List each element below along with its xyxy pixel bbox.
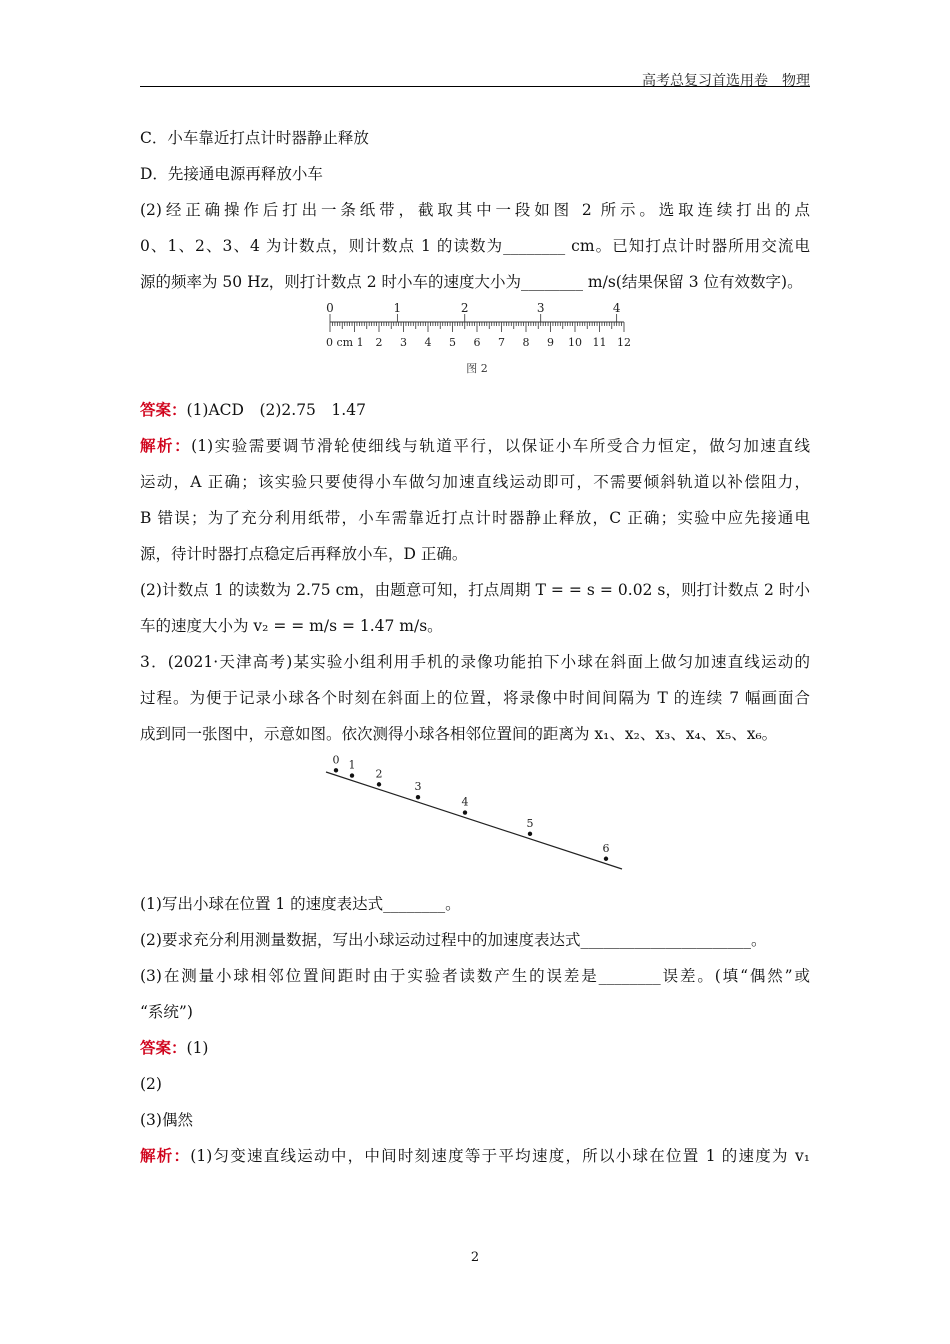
option-c: C．小车靠近打点计时器静止释放 (140, 129, 369, 147)
explanation-1-line-1: 解析：(1)实验需要调节滑轮使细线与轨道平行，以保证小车所受合力恒定，做匀加速直线 (140, 436, 810, 455)
ball-position-label: 2 (375, 767, 383, 781)
figure-2-caption: 图 2 (466, 362, 488, 375)
ball-position-label: 0 (332, 753, 340, 767)
question-3-sub-3-line-2: “系统”) (140, 1003, 193, 1021)
question-3-sub-3-line-1: (3)在测量小球相邻位置间距时由于实验者读数产生的误差是________误差。(填“偶然”或 (140, 967, 810, 985)
explanation-1-line-6: 车的速度大小为 v₂ = = m/s = 1.47 m/s。 (140, 617, 443, 635)
ball-position-label: 1 (348, 758, 356, 772)
explanation-2-label: 解析： (140, 1146, 191, 1165)
count-point-label: 4 (612, 301, 621, 315)
document-body (140, 120, 810, 1174)
explanation-1-line-3: B 错误；为了充分利用纸带，小车需靠近打点计时器静止释放，C 正确；实验中应先接通电 (140, 509, 810, 527)
ball-position (528, 832, 532, 836)
question-3-sub-1: (1)写出小球在位置 1 的速度表达式________。 (140, 895, 461, 913)
page-number: 2 (470, 1250, 480, 1265)
ruler-scale-label: 3 (400, 336, 407, 349)
answer-2-line-3: (3)偶然 (140, 1111, 193, 1129)
ball-position (377, 782, 381, 786)
header-title: 高考总复习首选用卷 物理 (642, 73, 810, 89)
answer-2-label: 答案： (140, 1038, 187, 1057)
explanation-1-line-4: 源，待计时器打点稳定后再释放小车，D 正确。 (140, 545, 468, 563)
count-point-label: 1 (393, 301, 402, 315)
ruler-scale-label: 10 (568, 336, 582, 349)
question-2-line-1: (2)经正确操作后打出一条纸带，截取其中一段如图 2 所示。选取连续打出的点 (140, 201, 810, 219)
answer-2-line-1: 答案：(1) (140, 1038, 209, 1057)
ball-position (416, 795, 420, 799)
question-3-sub-2: (2)要求充分利用测量数据，写出小球运动过程中的加速度表达式______________________。 (140, 931, 767, 949)
explanation-1-line-5: (2)计数点 1 的读数为 2.75 cm，由题意可知，打点周期 T = = s = 0.02 s，则打计数点 2 时小 (140, 581, 810, 599)
answer-2-line-2: (2) (140, 1075, 162, 1093)
explanation-2-line-1: 解析：(1)匀变速直线运动中，中间时刻速度等于平均速度，所以小球在位置 1 的速度为 v₁ (140, 1146, 810, 1165)
ball-position (463, 810, 467, 814)
ruler-scale-label: 11 (592, 336, 607, 349)
ball-position-label: 5 (526, 816, 534, 830)
ruler-scale-label: 5 (449, 336, 456, 349)
explanation-1-label: 解析： (140, 436, 192, 455)
option-d: D．先接通电源再释放小车 (140, 165, 323, 183)
question-3-line-1: 3．(2021·天津高考)某实验小组利用手机的录像功能拍下小球在斜面上做匀加速直线运动的 (140, 653, 810, 671)
question-2-line-3: 源的频率为 50 Hz，则打计数点 2 时小车的速度大小为________ m/s(结果保留 3 位有效数字)。 (140, 273, 803, 291)
question-2-line-2: 0、1、2、3、4 为计数点，则计数点 1 的读数为________ cm。已知打点计时器所用交流电 (140, 237, 810, 255)
figure-2-ruler (140, 300, 810, 392)
ruler-scale-label: 8 (522, 336, 530, 349)
answer-1-label: 答案： (140, 400, 187, 419)
answer-1-text: (1)ACD (2)2.75 1.47 (186, 401, 366, 419)
ruler-scale-label: 7 (498, 336, 505, 349)
ball-position (350, 773, 354, 777)
figure-3-incline (140, 752, 810, 886)
count-point-label: 2 (460, 301, 469, 315)
ruler-scale-label: 9 (547, 336, 554, 349)
ball-position (334, 768, 338, 772)
question-3-line-3: 成到同一张图中，示意如图。依次测得小球各相邻位置间的距离为 x₁、x₂、x₃、x₄、x₅、x₆。 (140, 725, 778, 743)
ruler-scale-label: 4 (424, 336, 432, 349)
ruler-scale-label: 2 (375, 336, 383, 349)
incline-line (326, 772, 622, 869)
ruler-scale-label: 6 (473, 336, 481, 349)
question-3-line-2: 过程。为便于记录小球各个时刻在斜面上的位置，将录像中时间间隔为 T 的连续 7 幅画面合 (140, 689, 810, 707)
answer-1 (140, 392, 810, 428)
count-point-label: 3 (536, 301, 545, 315)
ruler-scale-label: 12 (617, 336, 631, 349)
ruler-scale-label: 0 cm 1 (326, 336, 364, 349)
ball-position-label: 3 (414, 780, 422, 794)
ball-position (604, 857, 608, 861)
header-rule (140, 86, 810, 87)
explanation-1-line-2: 运动，A 正确；该实验只要使得小车做匀加速直线运动即可，不需要倾斜轨道以补偿阻力， (140, 473, 810, 491)
count-point-label: 0 (326, 301, 334, 315)
ball-position-label: 6 (602, 841, 610, 855)
ball-position-label: 4 (461, 795, 469, 809)
